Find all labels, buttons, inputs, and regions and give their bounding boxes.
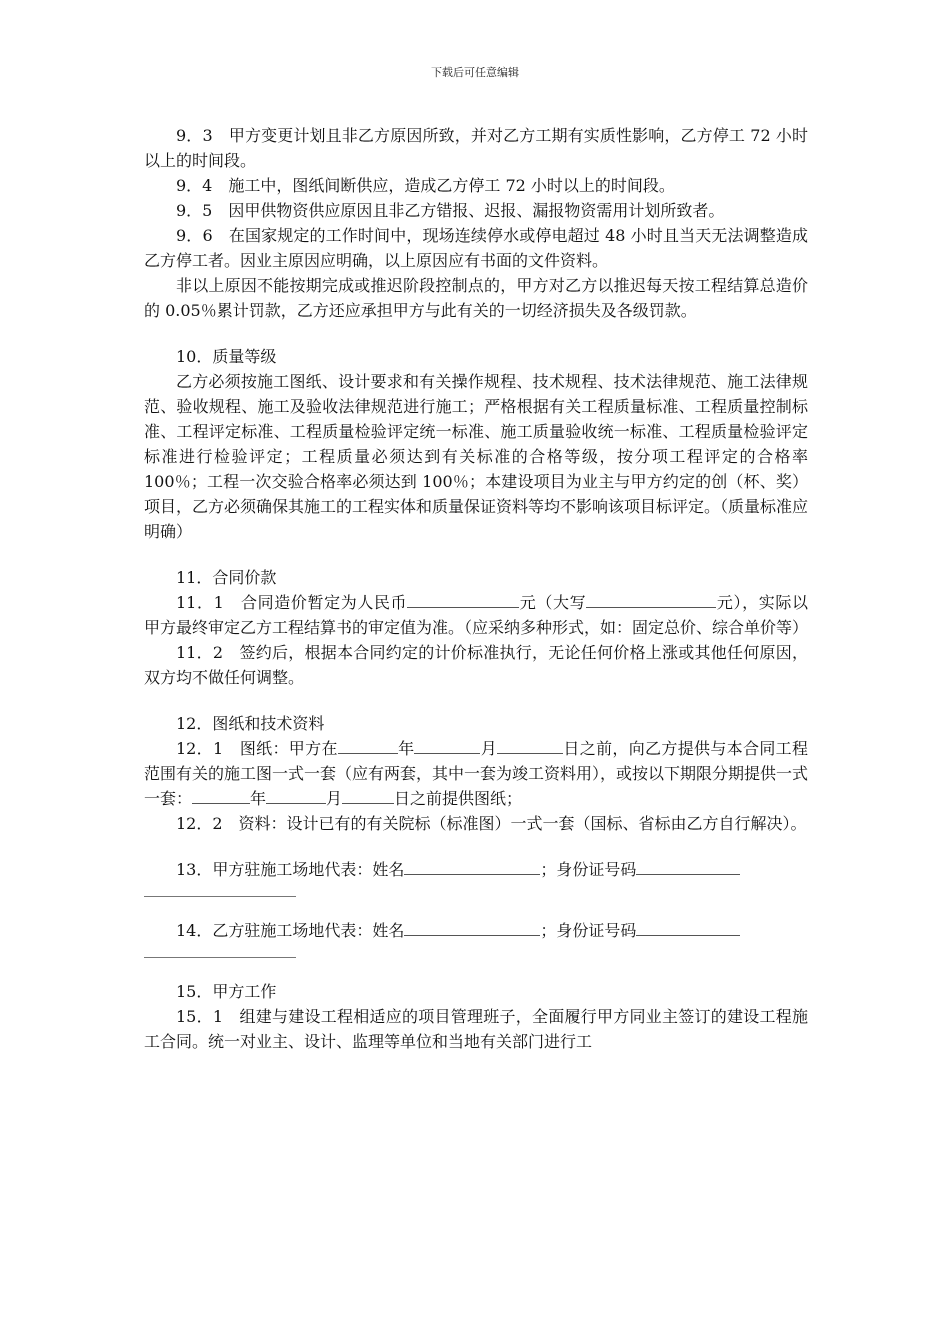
clause-9-4: 9．4 施工中，图纸间断供应，造成乙方停工 72 小时以上的时间段。	[176, 176, 675, 195]
clause-12-2: 12．2 资料：设计已有的有关院标（标准图）一式一套（国标、省标由乙方自行解决）。	[176, 814, 807, 833]
clause-14-text-a: 14．乙方驻施工场地代表：姓名	[176, 921, 405, 940]
clause-12-1	[144, 736, 808, 811]
section-12-heading: 12．图纸和技术资料	[176, 714, 325, 733]
party-b-rep-name-field[interactable]	[404, 918, 540, 936]
page-header: 下载后可任意编辑	[431, 66, 519, 79]
section-15-heading: 15．甲方工作	[176, 982, 277, 1001]
clause-9-5: 9．5 因甲供物资供应原因且非乙方错报、迟报、漏报物资需用计划所致者。	[176, 201, 725, 220]
clause-12-1-month: 月	[480, 739, 498, 758]
clause-12-1-text-a: 12．1 图纸：甲方在	[176, 739, 338, 758]
spacer	[144, 544, 808, 565]
clause-13	[144, 857, 808, 882]
clause-11-1-text-b: 元（大写	[519, 593, 587, 612]
month-blank-2[interactable]	[266, 786, 326, 804]
clause-15-1: 15．1 组建与建设工程相适应的项目管理班子，全面履行甲方同业主签订的建设工程施工合同。统一对业主、设计、监理等单位和当地有关部门进行工	[144, 1007, 808, 1051]
month-blank[interactable]	[414, 736, 480, 754]
clause-13-text-a: 13．甲方驻施工场地代表：姓名	[176, 860, 405, 879]
section-10-heading: 10．质量等级	[176, 347, 277, 366]
year-blank[interactable]	[338, 736, 398, 754]
spacer	[144, 958, 808, 979]
clause-12-1-text-g: 日之前提供图纸；	[394, 789, 523, 808]
party-a-rep-id-field-continued[interactable]	[144, 882, 296, 897]
clause-12-1-year: 年	[397, 739, 415, 758]
party-b-rep-id-field-continued[interactable]	[144, 943, 296, 958]
document-body	[144, 123, 808, 1054]
day-blank[interactable]	[497, 736, 563, 754]
clause-11-1-text-a: 11．1 合同造价暂定为人民币	[176, 593, 408, 612]
clause-14	[144, 918, 808, 943]
spacer	[144, 897, 808, 918]
party-b-rep-id-field[interactable]	[636, 918, 740, 936]
clause-12-1-year-2: 年	[250, 789, 267, 808]
clause-9-6: 9．6 在国家规定的工作时间中，现场连续停水或停电超过 48 小时且当天无法调整造成乙方停工者。因业主原因应明确，以上原因应有书面的文件资料。	[144, 226, 808, 270]
clause-14-text-b: ；身份证号码	[540, 921, 637, 940]
clause-9-penalty: 非以上原因不能按期完成或推迟阶段控制点的，甲方对乙方以推迟每天按工程结算总造价的 0.05％累计罚款，乙方还应承担甲方与此有关的一切经济损失及各级罚款。	[144, 276, 808, 320]
spacer	[144, 836, 808, 857]
clause-12-1-text-d: 日之前，向乙方提供与本合同工程范围有关的施工图一式一套（应有两套，其中一套为竣工资料用），或按以下期限分期提供一式一套：	[144, 739, 809, 808]
clause-10: 乙方必须按施工图纸、设计要求和有关操作规程、技术规程、技术法律规范、施工法律规范、验收规程、施工及验收法律规范进行施工；严格根据有关工程质量标准、工程质量控制标准、工程评定标准、工程质量检验评定统一标准、施工质量验收统一标准、工程质量检验评定标准进行检验评定；工程质量必须达到有关标准的合格等级，按分项工程评定的合格率 100％；工程一次交验合格率必须达到 100％；本建设项目为业主与甲方约定的创（杯、奖）项目，乙方必须确保其施工的工程实体和质量保证资料等均不影响该项目标评定。（质量标准应明确）	[144, 372, 809, 541]
amount-blank[interactable]	[407, 590, 519, 608]
section-11-heading: 11．合同价款	[176, 568, 277, 587]
day-blank-2[interactable]	[342, 786, 394, 804]
amount-words-blank[interactable]	[586, 590, 716, 608]
clause-12-1-month-2: 月	[326, 789, 343, 808]
clause-11-2: 11．2 签约后，根据本合同约定的计价标准执行，无论任何价格上涨或其他任何原因，双方均不做任何调整。	[144, 643, 808, 687]
clause-13-text-b: ；身份证号码	[540, 860, 637, 879]
party-a-rep-id-field[interactable]	[636, 857, 740, 875]
clause-11-1	[144, 590, 808, 640]
clause-9-3: 9．3 甲方变更计划且非乙方原因所致，并对乙方工期有实质性影响，乙方停工 72 小时以上的时间段。	[144, 126, 808, 170]
spacer	[144, 323, 808, 344]
party-a-rep-name-field[interactable]	[404, 857, 540, 875]
clause-11-1-text-c: 元），实际以甲方最终审定乙方工程结算书的审定值为准。（应采纳多种形式，如：固定总价、综合单价等）	[144, 593, 809, 637]
year-blank-2[interactable]	[192, 786, 250, 804]
spacer	[144, 690, 808, 711]
